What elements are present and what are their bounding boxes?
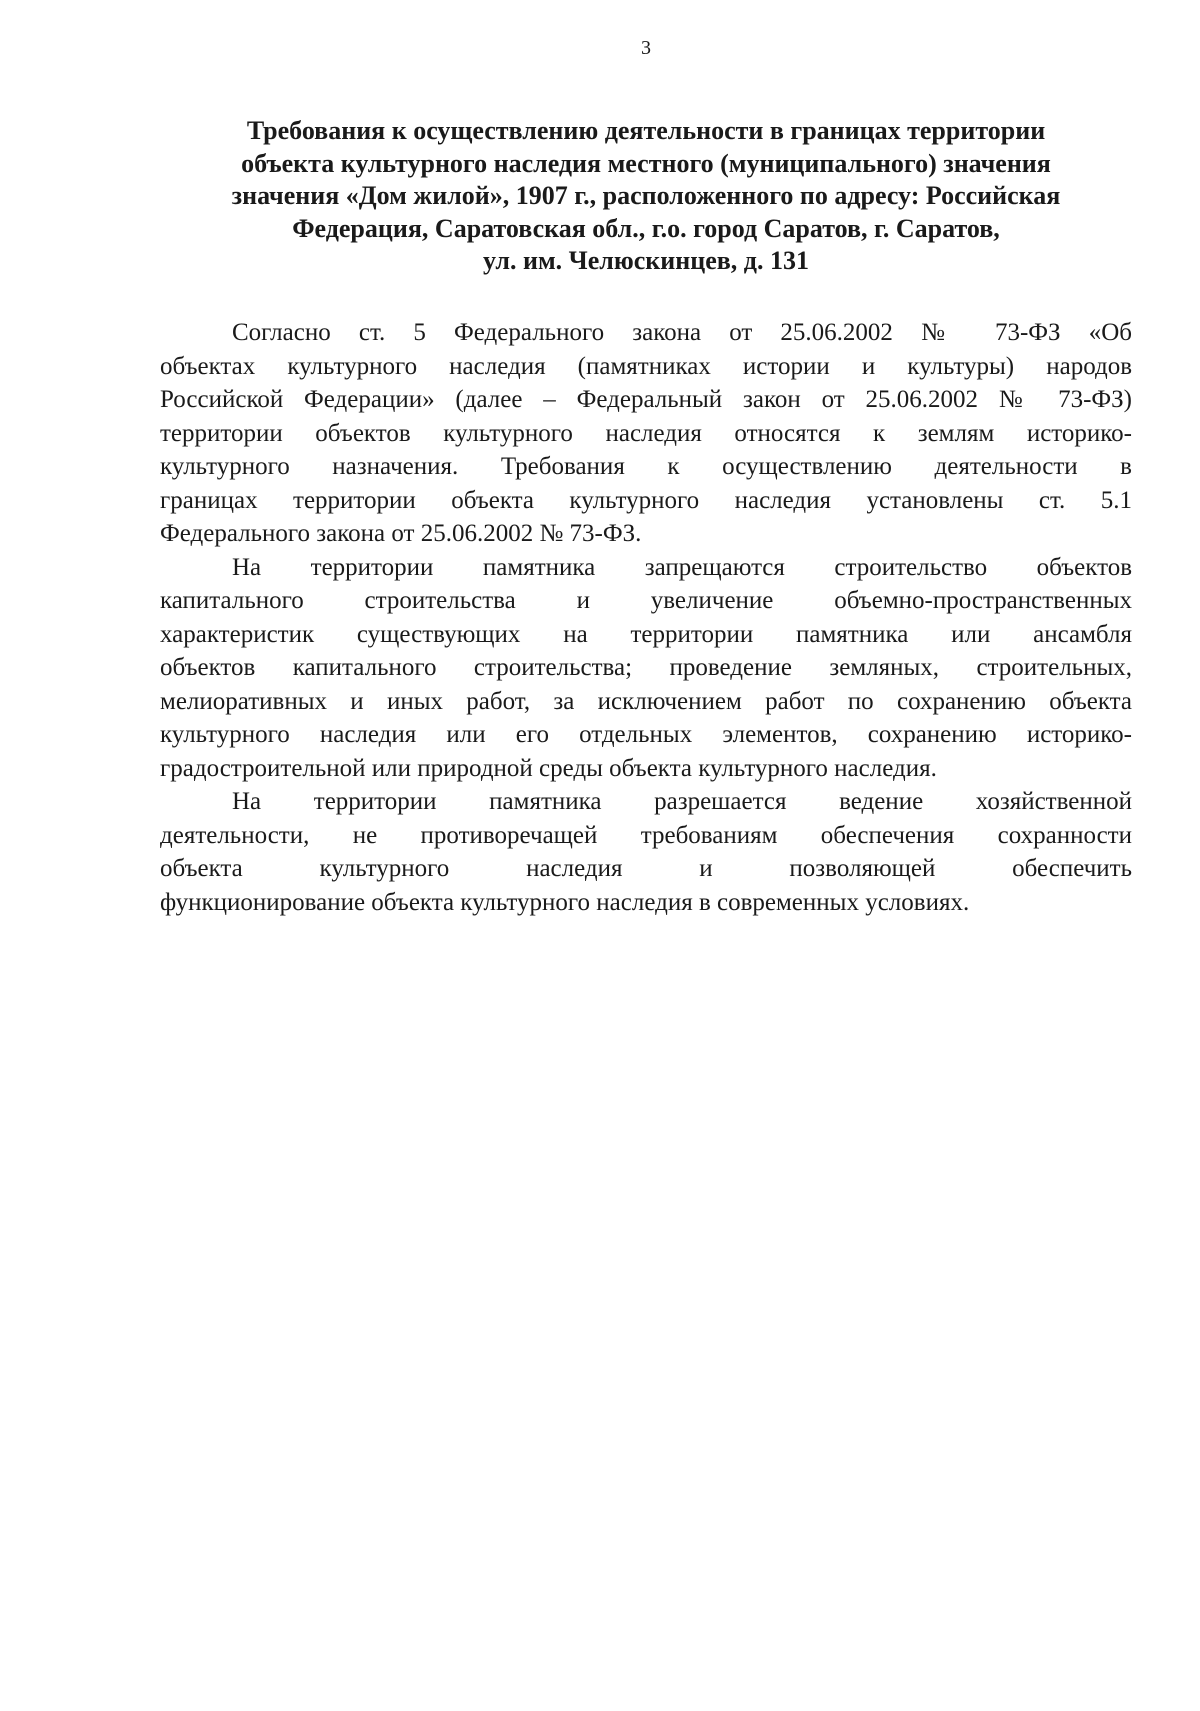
- paragraph-legal-basis: [160, 316, 1132, 551]
- paragraph-line: объектах культурного наследия (памятниках истории и культуры) народов: [160, 352, 1132, 380]
- document-title: [160, 115, 1132, 278]
- paragraph-line: капитального строительства и увеличение объемно-пространственных: [160, 587, 1132, 614]
- paragraph-line: Согласно ст. 5 Федерального закона от 25.06.2002 № 73-ФЗ «Об: [232, 319, 1132, 346]
- paragraph-line: функционирование объекта культурного наследия в современных условиях.: [160, 888, 970, 916]
- paragraph-line: культурного назначения. Требования к осуществлению деятельности в: [160, 453, 1132, 480]
- page-number: 3: [641, 37, 651, 59]
- paragraph-permissions: [160, 785, 1132, 919]
- title-line: Федерация, Саратовская обл., г.о. город Саратов, г. Саратов,: [292, 213, 1000, 243]
- paragraph-line: границах территории объекта культурного наследия установлены ст. 5.1: [160, 486, 1132, 514]
- paragraph-line: деятельности, не противоречащей требованиям обеспечения сохранности: [160, 821, 1132, 849]
- paragraph-prohibitions: [160, 551, 1132, 786]
- title-line: Требования к осуществлению деятельности в границах территории: [246, 116, 1046, 145]
- paragraph-line: характеристик существующих на территории памятника или ансамбля: [160, 620, 1132, 648]
- paragraph-line: территории объектов культурного наследия относятся к землям историко-: [160, 419, 1132, 447]
- paragraph-line: Российской Федерации» (далее – Федеральный закон от 25.06.2002 № 73-ФЗ): [160, 386, 1132, 413]
- title-line: значения «Дом жилой», 1907 г., расположенного по адресу: Российская: [231, 181, 1061, 210]
- paragraph-line: мелиоративных и иных работ, за исключением работ по сохранению объекта: [160, 687, 1132, 715]
- paragraph-line: градостроительной или природной среды объекта культурного наследия.: [160, 754, 937, 782]
- paragraph-line: На территории памятника запрещаются строительство объектов: [232, 553, 1132, 581]
- title-line: ул. им. Челюскинцев, д. 131: [483, 246, 809, 275]
- document-body: [160, 316, 1132, 919]
- paragraph-line: культурного наследия или его отдельных элементов, сохранению историко-: [160, 721, 1132, 748]
- paragraph-line: объекта культурного наследия и позволяющей обеспечить: [160, 855, 1132, 882]
- paragraph-line: Федерального закона от 25.06.2002 № 73-ФЗ.: [160, 520, 642, 547]
- paragraph-line: объектов капитального строительства; проведение земляных, строительных,: [160, 654, 1132, 681]
- title-line: объекта культурного наследия местного (муниципального) значения: [241, 148, 1051, 178]
- paragraph-line: На территории памятника разрешается ведение хозяйственной: [232, 788, 1132, 815]
